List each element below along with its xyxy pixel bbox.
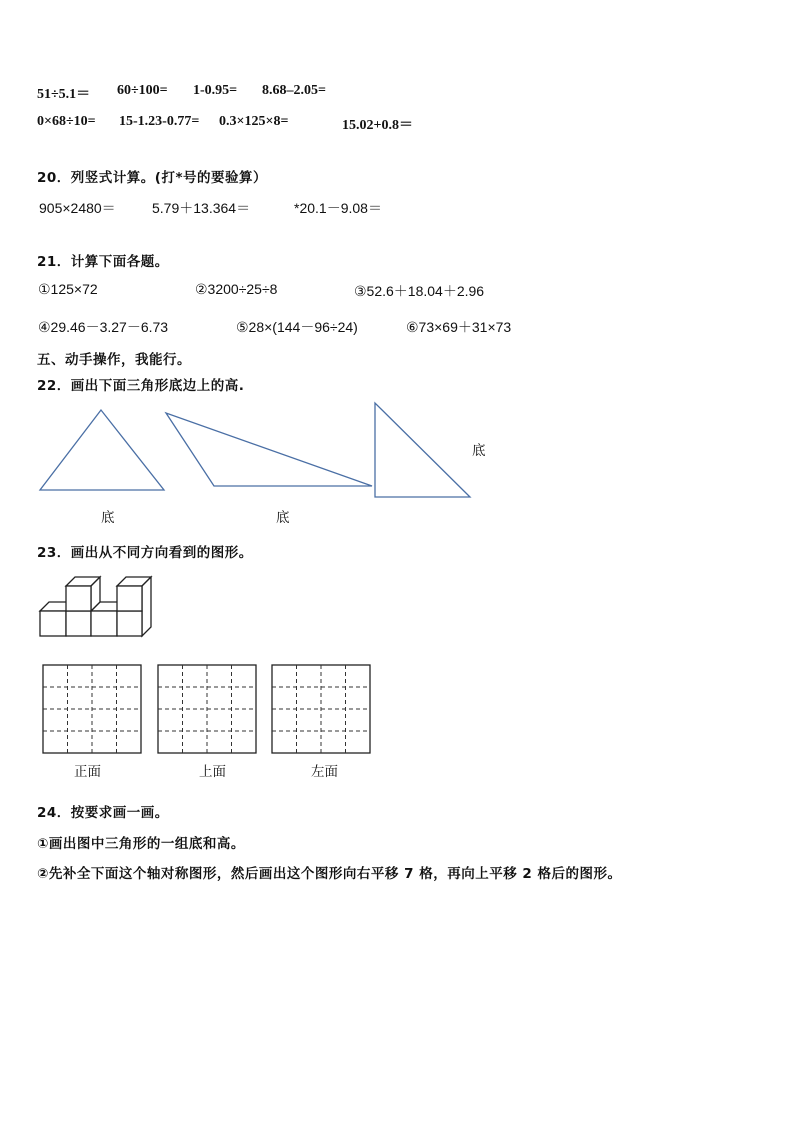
oral-calc-item: 60÷100= bbox=[117, 83, 168, 98]
q24-item: ①画出图中三角形的一组底和高。 bbox=[37, 836, 245, 852]
q21-item: ③52.6＋18.04＋2.96 bbox=[354, 283, 485, 299]
q24-item: ②先补全下面这个轴对称图形，然后画出这个图形向右平移 7 格，再向上平移 2 格后的图形。 bbox=[37, 866, 622, 882]
view-label-left: 左面 bbox=[311, 764, 338, 780]
q21-item: ④29.46－3.27－6.73 bbox=[38, 319, 169, 335]
oral-calc-item: 1-0.95= bbox=[193, 83, 238, 98]
base-label: 底 bbox=[276, 510, 290, 526]
grid-top bbox=[158, 665, 256, 753]
q20-item: *20.1－9.08＝ bbox=[294, 200, 382, 216]
q20-item: 905×2480＝ bbox=[39, 200, 116, 216]
q21-item: ①125×72 bbox=[38, 281, 98, 297]
q21-item: ⑤28×(144－96÷24) bbox=[236, 319, 358, 335]
oral-calc-item: 51÷5.1＝ bbox=[37, 87, 91, 102]
grid-left bbox=[272, 665, 370, 753]
oral-calc-item: 15.02+0.8＝ bbox=[342, 118, 413, 133]
q23-title: 23．画出从不同方向看到的图形。 bbox=[37, 545, 253, 561]
triangle-2 bbox=[166, 413, 372, 486]
q21-item: ⑥73×69＋31×73 bbox=[406, 319, 512, 335]
triangle-1 bbox=[40, 410, 164, 490]
oral-calc-item: 0.3×125×8= bbox=[219, 114, 289, 129]
q21-item: ②3200÷25÷8 bbox=[195, 281, 278, 297]
view-label-front: 正面 bbox=[74, 764, 101, 780]
base-label: 底 bbox=[101, 510, 115, 526]
triangle-3 bbox=[375, 403, 470, 497]
grid-front bbox=[43, 665, 141, 753]
q24-title: 24．按要求画一画。 bbox=[37, 805, 169, 821]
section-title: 五、动手操作，我能行。 bbox=[37, 352, 191, 368]
cube-figure bbox=[40, 577, 151, 636]
oral-calc-item: 0×68÷10= bbox=[37, 114, 96, 129]
view-label-top: 上面 bbox=[199, 764, 226, 780]
oral-calc-item: 8.68–2.05= bbox=[262, 83, 326, 98]
q20-item: 5.79＋13.364＝ bbox=[152, 200, 251, 216]
base-label: 底 bbox=[472, 443, 486, 459]
q21-title: 21．计算下面各题。 bbox=[37, 254, 169, 270]
q22-title: 22．画出下面三角形底边上的高. bbox=[37, 378, 245, 394]
q20-title: 20．列竖式计算。(打*号的要验算） bbox=[37, 170, 268, 186]
oral-calc-item: 15-1.23-0.77= bbox=[119, 114, 200, 129]
